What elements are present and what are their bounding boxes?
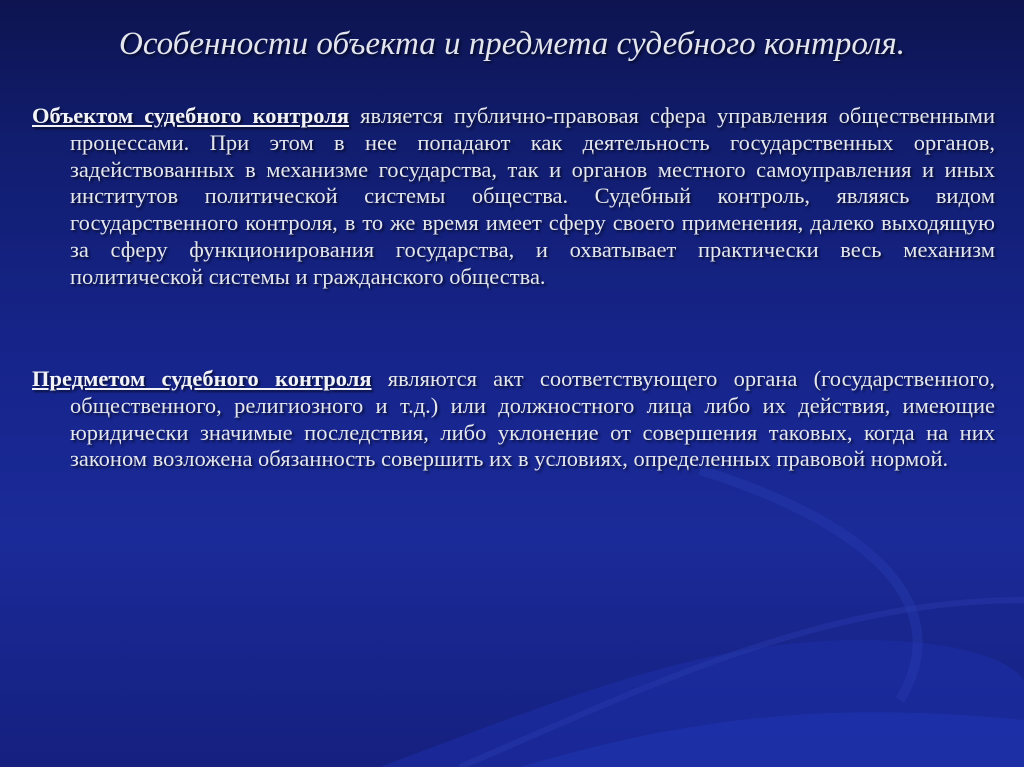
slide-title: Особенности объекта и предмета судебного контроля. [119,26,905,62]
paragraph-object-text: является публично-правовая сфера управления общественными процессами. При этом в нее попадают как деятельность государственных органов, задействованных в механизме государства, так и органов местного самоуправления и иных институтов политической системы общества. Судебный контроль, являясь видом государственного контроля, в то же время имеет сферу своего применения, далеко выходящую за сферу функционирования государства, и охватывает практически весь механизм политической системы и гражданского общества. [70,103,995,289]
paragraph-subject-lead: Предметом судебного контроля [32,366,372,391]
paragraph-subject [32,366,995,473]
paragraph-subject-text: являются акт соответствующего органа (государственного, общественного, религиозного и т.д.) или должностного лица либо их действия, имеющие юридически значимые последствия, либо уклонение от совершения таковых, когда на них законом возложена обязанность совершить их в условиях, определенных правовой нормой. [70,366,995,472]
paragraph-object [32,103,995,291]
paragraph-object-lead: Объектом судебного контроля [32,103,350,128]
